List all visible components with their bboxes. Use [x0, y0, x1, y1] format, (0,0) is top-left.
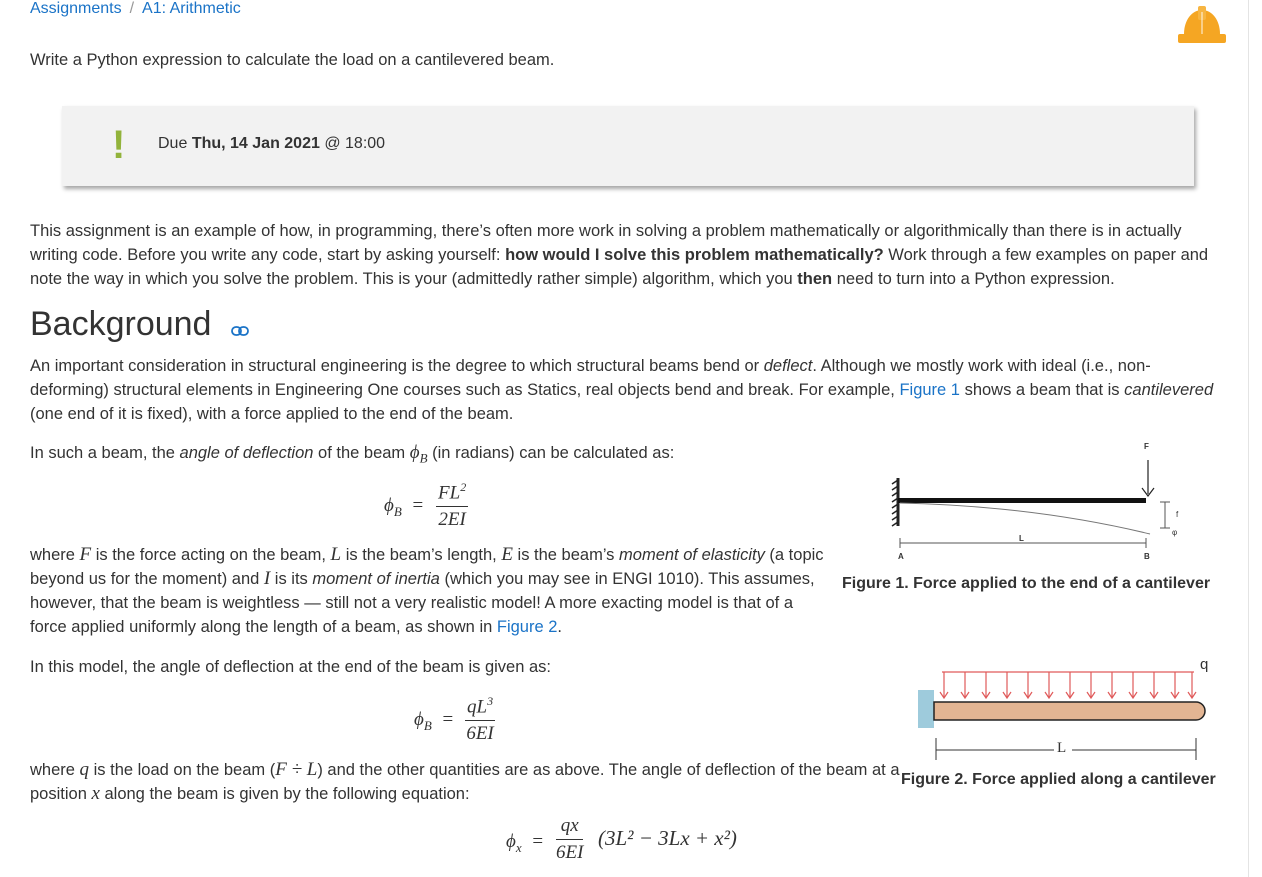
- equation-1-fraction: $\frac{FL^2}{2EI}$: [438, 480, 467, 531]
- exclamation-icon: !: [112, 123, 126, 167]
- breadcrumb-assignments-link[interactable]: Assignments: [30, 0, 122, 17]
- figure-2-caption: Figure 2. Force applied along a cantilever: [901, 771, 1216, 788]
- figure-2-label-q: q: [1200, 656, 1209, 673]
- figure-1-link[interactable]: Figure 1: [899, 381, 960, 399]
- background-heading: Background: [30, 305, 249, 346]
- background-paragraph-1: An important consideration in structural engineering is the degree to which structural beams bend or deflect. Although we mostly work with ideal (i.e., non-deforming) structural elements in Engineering One courses such as Statics, real objects bend and break. For example, Figure 1 shows a beam that is cantilevered (one end of it is fixed), with a force applied to the end of the beam.: [30, 357, 1214, 423]
- hard-hat-icon[interactable]: [1176, 4, 1228, 46]
- equation-2-fraction: $\frac{qL^3}{6EI}$: [466, 694, 494, 745]
- due-date-text: [158, 135, 385, 153]
- figure-1-label-B: B: [1144, 552, 1150, 561]
- figure-2-label-L: L: [1057, 740, 1067, 756]
- figure-1-caption: Figure 1. Force applied to the end of a cantilever: [842, 575, 1211, 592]
- breadcrumb: [30, 0, 241, 18]
- background-paragraph-2: In such a beam, the angle of deflection of the beam $\phi_B$ (in radians) can be calculated as:: [30, 442, 675, 466]
- equation-1-lhs: $\phi_B$ =: [384, 495, 424, 519]
- background-paragraph-3: where F is the force acting on the beam, L is the beam’s length, E is the beam’s moment of elasticity (a topic beyond us for the moment) and I is its moment of inertia (which you may see in ENGI 1010). This assumes, however, that the beam is weightless — still not a very realistic model! A more exacting model is that of a force applied uniformly along the length of a beam, as shown in Figure 2.: [30, 544, 824, 636]
- due-time: @ 18:00: [324, 135, 386, 152]
- figure-2-link[interactable]: Figure 2: [496, 618, 558, 636]
- figure-1-label-phi: φ: [1172, 528, 1178, 537]
- breadcrumb-separator: /: [129, 0, 135, 17]
- figure-1-label-F: F: [1144, 442, 1149, 451]
- equation-3-fraction: $\frac{qx}{6EI}$: [556, 815, 584, 863]
- figure-1-label-f: f: [1176, 510, 1179, 519]
- assignment-intro: Write a Python expression to calculate the load on a cantilevered beam.: [30, 51, 555, 69]
- due-date: Thu, 14 Jan 2021: [191, 135, 320, 152]
- page-right-rule: [1248, 0, 1249, 877]
- equation-2-lhs: $\phi_B$ =: [414, 709, 454, 733]
- equation-3-parenthetical: (3L² − 3Lx + x²): [598, 826, 737, 850]
- figure-1-label-A: A: [898, 552, 904, 561]
- due-prefix: Due: [158, 135, 188, 152]
- link-anchor-icon[interactable]: [231, 307, 249, 346]
- figure-1-label-L: L: [1019, 534, 1024, 543]
- figure-2-diagram: [914, 654, 1224, 766]
- background-paragraph-5: where q is the load on the beam (F ÷ L) and the other quantities are as above. The angle of deflection of the beam at a position x along the beam is given by the following equation:: [30, 759, 900, 804]
- equation-3-lhs: $\phi_x$ =: [506, 831, 544, 855]
- background-paragraph-4: In this model, the angle of deflection at the end of the beam is given as:: [30, 658, 551, 676]
- due-date-notice: [62, 106, 1194, 186]
- breadcrumb-current-link[interactable]: A1: Arithmetic: [142, 0, 241, 17]
- figure-1-diagram: [874, 440, 1179, 570]
- assignment-description: This assignment is an example of how, in programming, there’s often more work in solving a problem mathematically or algorithmically than there is in actually writing code. Before you write any code, start by asking yourself: how would I solve this problem mathematically? Work through a few examples on paper and note the way in which you solve the problem. This is your (admittedly rather simple) algorithm, which you then need to turn into a Python expression.: [30, 222, 1209, 288]
